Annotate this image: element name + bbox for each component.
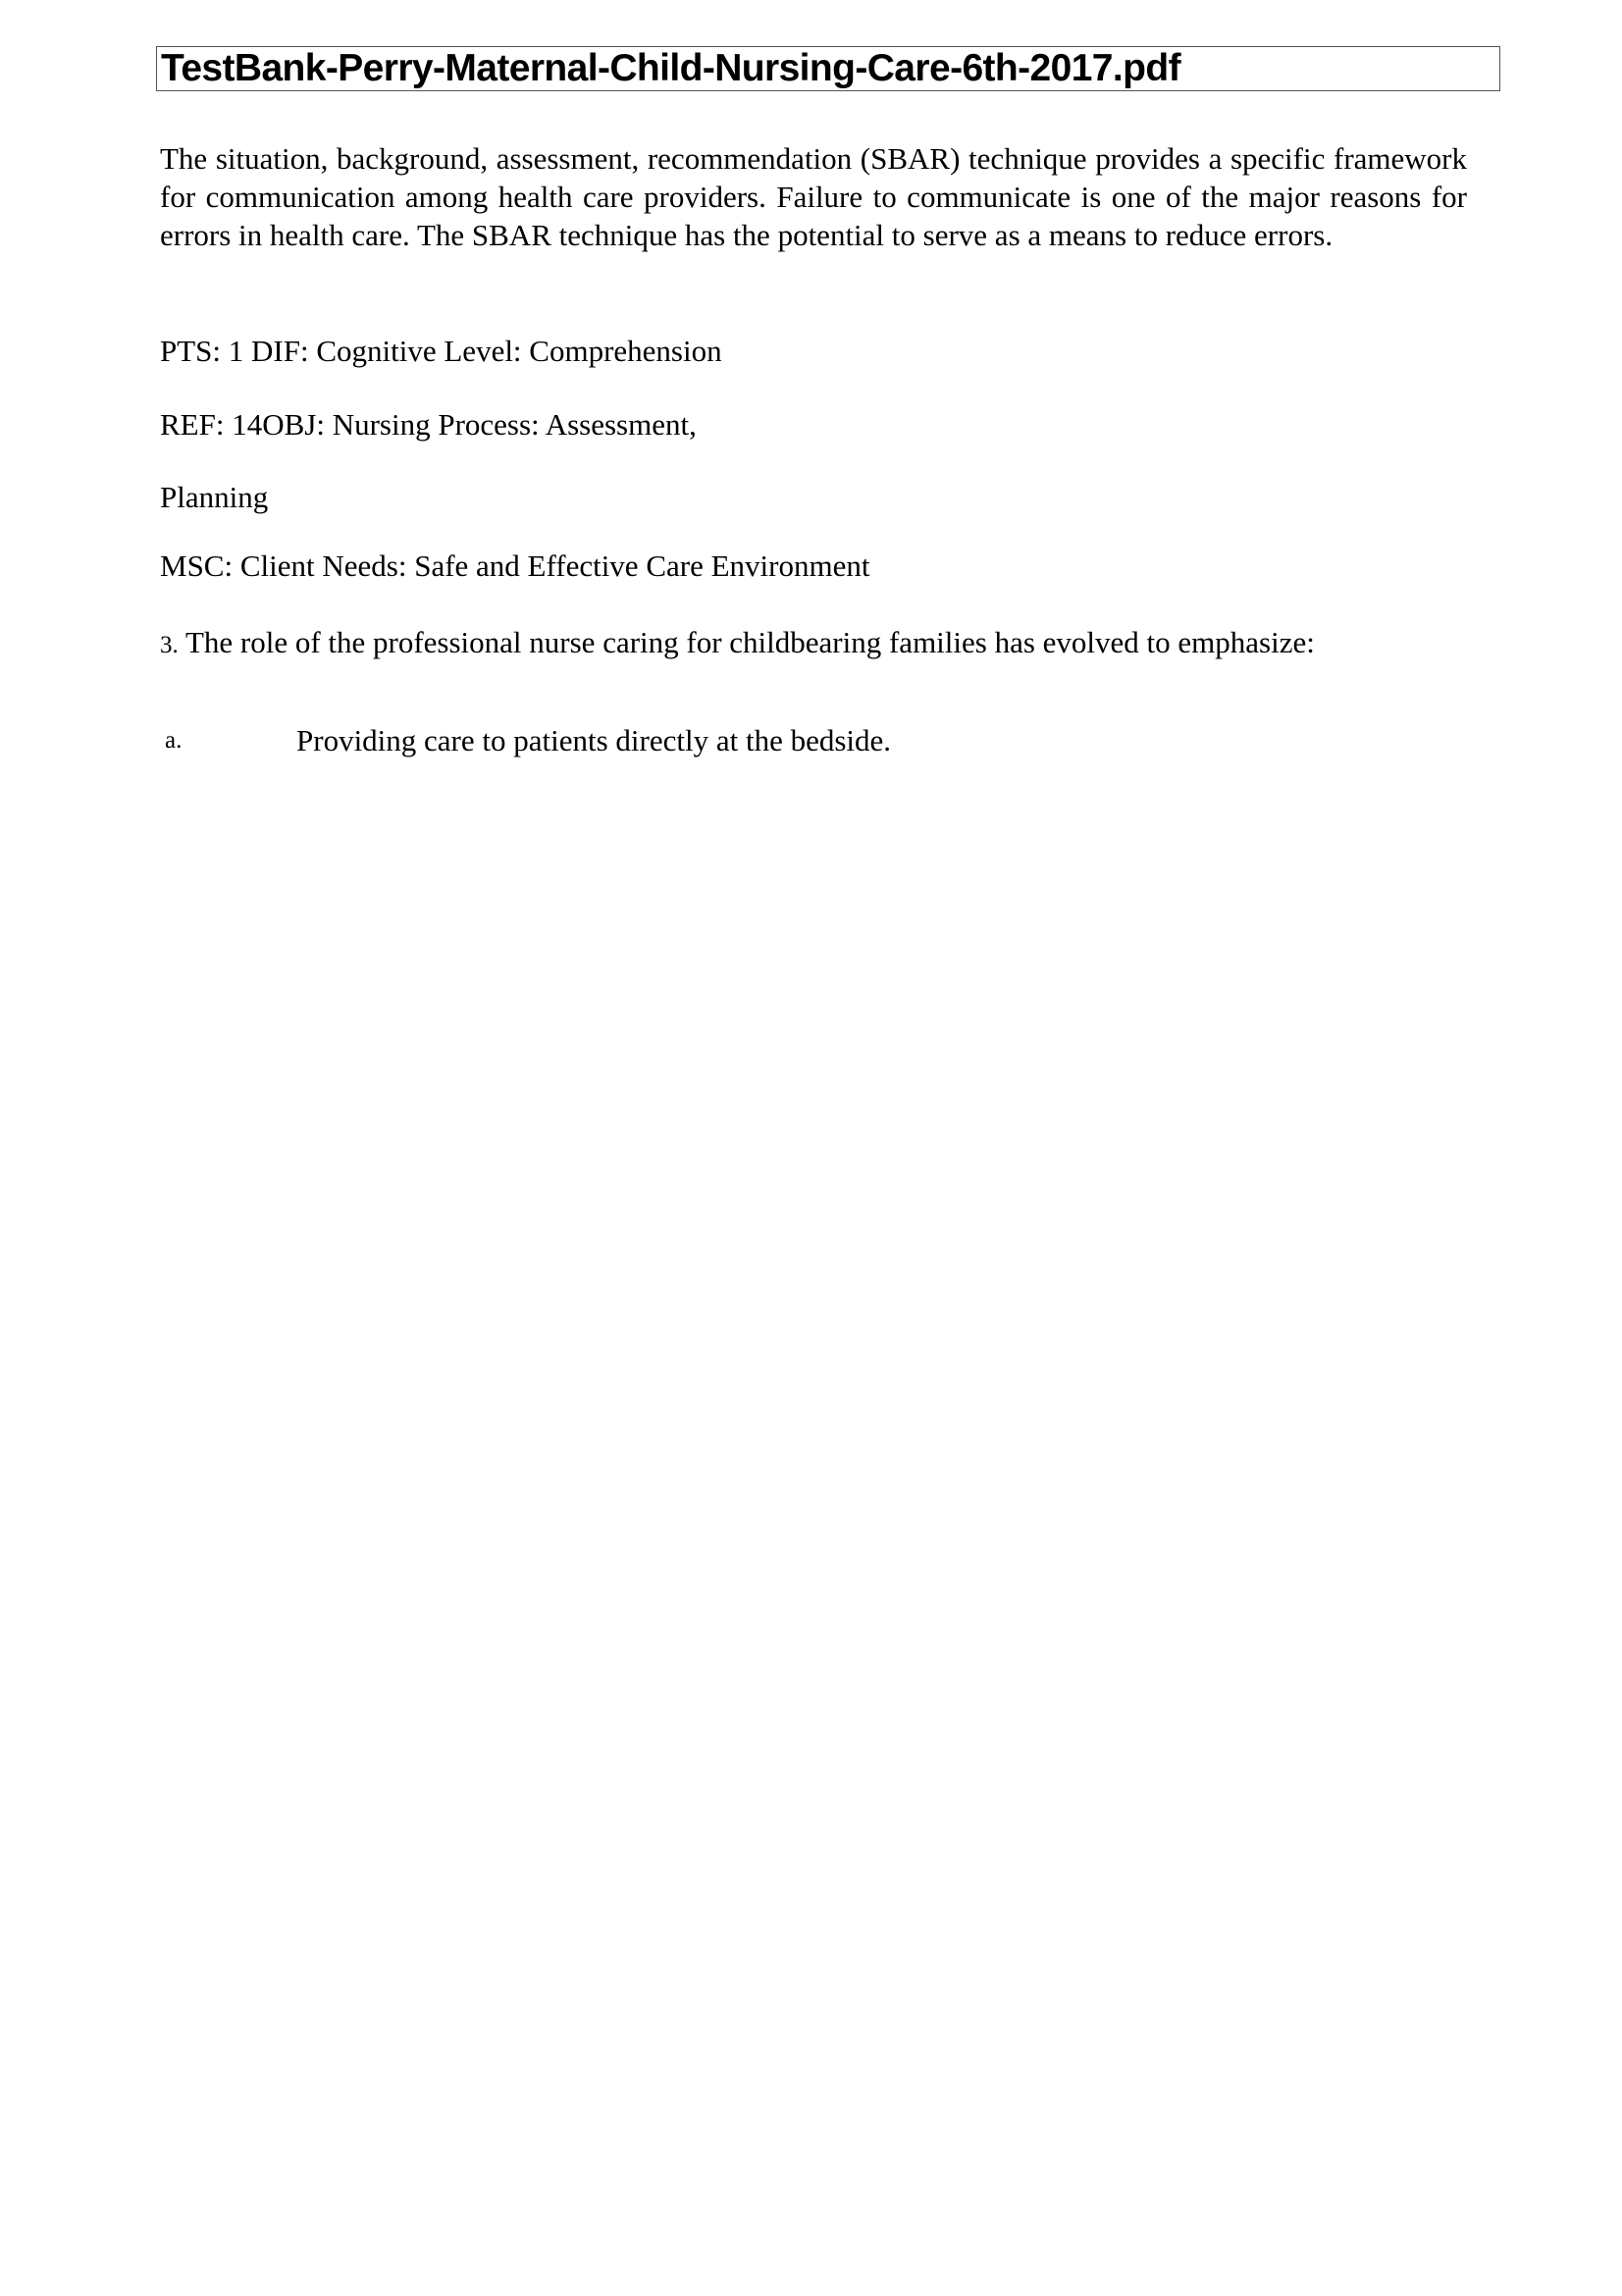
client-needs-line: MSC: Client Needs: Safe and Effective Care Environment [160,548,870,583]
question-text: The role of the professional nurse caring for childbearing families has evolved to emphasize: [178,625,1315,659]
rationale-paragraph: The situation, background, assessment, recommendation (SBAR) technique provides a specific framework for communication among health care providers. Failure to communicate is one of the major reasons for errors in health care. The SBAR technique has the potential to serve as a means to reduce errors. [160,141,1467,252]
question-stem [160,623,1315,664]
reference-objective-line: REF: 14OBJ: Nursing Process: Assessment, [160,407,697,442]
points-difficulty-line: PTS: 1 DIF: Cognitive Level: Comprehension [160,334,722,368]
document-title: TestBank-Perry-Maternal-Child-Nursing-Care-6th-2017.pdf [161,47,1180,89]
document-header [156,46,1500,91]
option-letter: a. [165,727,183,754]
objective-continuation-line: Planning [160,480,269,514]
question-number: 3. [160,632,179,658]
option-text: Providing care to patients directly at the bedside. [296,723,892,757]
